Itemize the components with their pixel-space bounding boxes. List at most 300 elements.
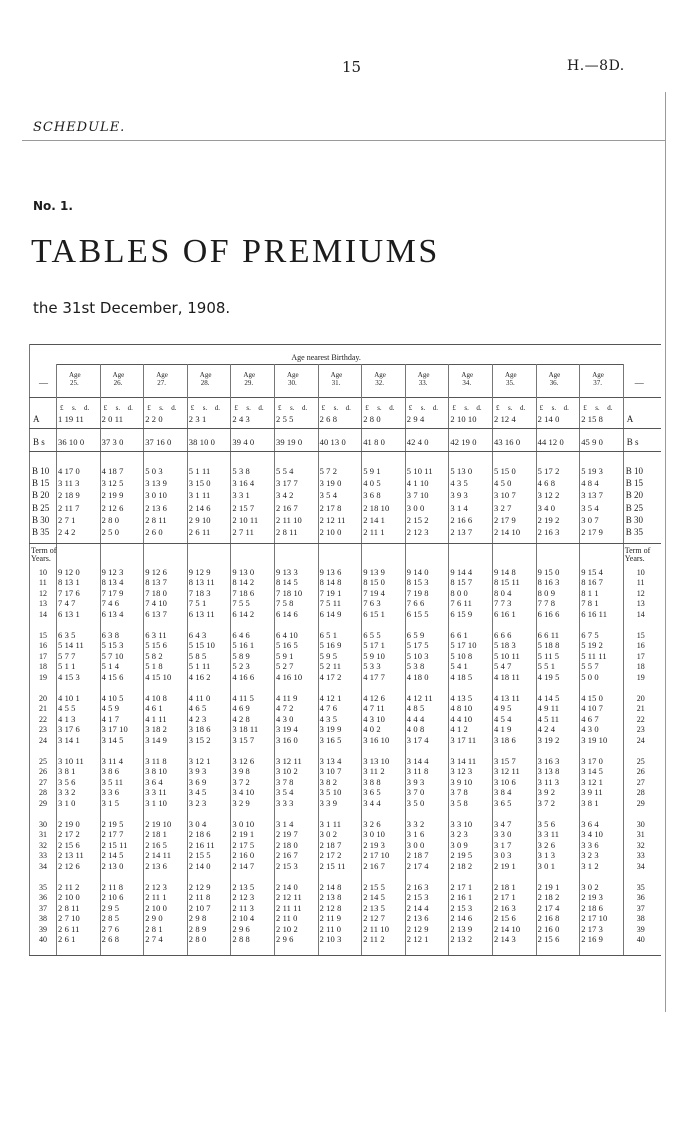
term-row-cell: 9 14 0 [406, 567, 429, 577]
term-row-cell: 6 6 11 [537, 630, 560, 640]
term-row-cell: 6 15 5 [406, 608, 429, 619]
row-b-cell: 2 10 0 [319, 527, 342, 537]
term-row-cell: 2 9 6 [276, 934, 294, 944]
term-label: 28 [39, 788, 47, 798]
term-row-cell: 2 14 10 [494, 923, 521, 934]
row-b-cell: 4 6 8 [537, 478, 556, 489]
term-row-cell: 3 5 6 [58, 776, 76, 787]
term-label: 16 [39, 641, 47, 651]
term-label: 14 [39, 609, 47, 619]
term-row-cell: 2 11 0 [319, 923, 342, 934]
row-b-cell: 2 5 0 [101, 527, 120, 537]
row-b-cell: 2 4 2 [58, 527, 76, 537]
row-a-cell: 2 9 4 [406, 414, 425, 424]
row-b-cell: 4 1 10 [406, 478, 429, 489]
term-row-cell: 4 10 5 [101, 693, 124, 703]
column-rule [318, 364, 319, 955]
age-word: Age [156, 371, 168, 379]
column-rule [274, 364, 275, 955]
term-row-cell: 3 2 6 [363, 819, 381, 829]
term-row-cell: 2 8 11 [58, 902, 80, 913]
row-b-cell: 2 16 3 [537, 527, 560, 537]
term-row-cell: 2 8 5 [101, 913, 120, 924]
row-b-cell: 2 8 11 [276, 527, 298, 537]
term-label-right: 25 [636, 757, 645, 766]
age-value: 31. [331, 379, 341, 387]
term-label-right: 35 [636, 883, 645, 892]
term-row-cell: 3 8 1 [581, 797, 599, 808]
term-row-cell: 3 4 4 [363, 797, 381, 808]
lsd-unit: s. [290, 404, 295, 412]
term-row-cell: 3 10 2 [276, 766, 298, 777]
term-row-cell: 4 8 5 [406, 703, 425, 714]
row-b-cell: 5 1 11 [188, 466, 211, 476]
term-row-cell: 5 9 5 [319, 650, 338, 661]
row-b-cell: 3 17 7 [276, 478, 298, 489]
term-row-cell: 2 19 3 [581, 892, 604, 903]
term-row-cell: 3 16 3 [537, 756, 560, 766]
term-label-right: 22 [636, 714, 645, 724]
term-row-cell: 5 16 5 [276, 640, 298, 651]
term-row-cell: 2 17 1 [450, 882, 473, 892]
row-b-cell: 2 9 10 [188, 514, 211, 525]
lsd-unit: s. [202, 404, 208, 412]
row-b-cell: 4 3 5 [450, 478, 468, 489]
term-row-cell: 3 6 4 [145, 776, 163, 787]
term-row-cell: 3 11 2 [363, 766, 385, 777]
term-row-cell: 4 5 9 [101, 703, 120, 714]
term-row-cell: 8 14 2 [232, 577, 255, 588]
term-label: 26 [39, 767, 47, 777]
term-row-cell: 8 0 0 [450, 587, 468, 598]
term-row-cell: 9 15 0 [537, 567, 560, 577]
term-row-cell: 3 17 6 [58, 724, 80, 735]
term-row-cell: 5 4 1 [450, 661, 468, 672]
term-row-cell: 3 9 3 [406, 776, 425, 787]
left-dash: — [39, 378, 48, 388]
row-b-cell: 2 14 10 [494, 527, 521, 537]
term-row-cell: 3 14 4 [406, 756, 429, 766]
term-row-cell: 3 4 5 [188, 787, 207, 798]
lsd-unit: s. [551, 404, 557, 412]
lsd-unit: s. [72, 404, 77, 412]
term-label-right: 37 [636, 903, 645, 913]
row-bs-cell: 42 4 0 [406, 437, 429, 447]
row-b-cell: 4 5 0 [494, 478, 512, 489]
term-row-cell: 3 9 11 [581, 787, 603, 798]
term-row-cell: 3 0 0 [406, 839, 425, 850]
schedule-label: SCHEDULE. [33, 120, 126, 135]
term-row-cell: 3 4 10 [581, 829, 604, 840]
term-row-cell: 2 17 2 [319, 850, 342, 861]
row-bs-cell: 38 10 0 [188, 437, 215, 447]
row-bs-cell: 40 13 0 [319, 437, 346, 447]
term-row-cell: 3 3 6 [581, 839, 599, 850]
row-b-cell: 3 4 2 [276, 490, 294, 501]
term-row-cell: 2 10 3 [319, 934, 342, 944]
term-row-cell: 3 5 11 [101, 776, 124, 787]
term-row-cell: 5 5 1 [537, 661, 556, 672]
term-row-cell: 3 16 0 [276, 734, 298, 745]
term-row-cell: 9 13 6 [319, 567, 342, 577]
term-label-right: 18 [636, 662, 645, 672]
row-b-cell: 2 11 10 [276, 514, 302, 525]
term-row-cell: 3 9 10 [450, 776, 473, 787]
term-row-cell: 5 0 0 [581, 671, 599, 682]
term-label: 18 [39, 662, 47, 672]
term-row-cell: 5 15 10 [188, 640, 215, 651]
term-label: 34 [39, 861, 47, 871]
term-row-cell: 3 15 2 [188, 734, 211, 745]
lsd-unit: d. [127, 404, 133, 412]
term-row-cell: 5 8 9 [232, 650, 250, 661]
lsd-unit: £ [278, 404, 282, 412]
term-row-cell: 2 19 1 [232, 829, 255, 840]
term-row-cell: 3 3 2 [406, 819, 425, 829]
term-row-cell: 4 6 9 [232, 703, 250, 714]
row-b-cell: 2 17 9 [581, 527, 604, 537]
age-value: 32. [375, 379, 384, 387]
term-row-cell: 7 6 6 [406, 598, 425, 609]
term-label: 23 [39, 725, 47, 735]
term-row-cell: 2 9 8 [188, 913, 207, 924]
row-a-cell: 2 6 8 [319, 414, 338, 424]
term-row-cell: 3 6 9 [188, 776, 207, 787]
term-row-cell: 4 3 5 [319, 713, 338, 724]
term-row-cell: 2 18 7 [406, 850, 429, 861]
row-b-cell: 3 15 0 [188, 478, 211, 489]
term-label-right: 17 [636, 651, 645, 661]
row-b-cell: 5 0 3 [145, 466, 163, 476]
term-row-cell: 2 17 7 [101, 829, 124, 840]
term-row-cell: 3 1 3 [537, 850, 556, 861]
term-row-cell: 2 11 1 [145, 892, 167, 903]
term-row-cell: 6 13 1 [58, 608, 80, 619]
term-label-right: 28 [636, 788, 645, 798]
term-row-cell: 3 4 10 [232, 787, 255, 798]
term-row-cell: 3 8 2 [319, 776, 338, 787]
row-label-b: B 30 [32, 514, 50, 525]
term-row-cell: 3 7 8 [450, 787, 468, 798]
term-row-cell: 2 6 8 [101, 934, 120, 944]
term-row-cell: 5 1 4 [101, 661, 120, 672]
term-row-cell: 9 13 3 [276, 567, 298, 577]
term-row-cell: 2 13 11 [58, 850, 84, 861]
term-row-cell: 4 16 6 [232, 671, 255, 682]
term-row-cell: 3 18 6 [494, 734, 516, 745]
column-rule [187, 364, 188, 955]
term-row-cell: 2 13 2 [450, 934, 473, 944]
term-row-cell: 4 15 6 [101, 671, 124, 682]
age-word: Age [199, 371, 212, 379]
term-row-cell: 4 17 7 [363, 671, 386, 682]
term-row-cell: 4 17 2 [319, 671, 342, 682]
term-row-cell: 3 7 2 [232, 776, 250, 787]
term-row-cell: 5 9 10 [363, 650, 386, 661]
term-row-cell: 3 12 3 [450, 766, 473, 777]
term-row-cell: 3 11 8 [145, 756, 167, 766]
term-row-cell: 3 0 9 [450, 839, 468, 850]
term-row-cell: 5 14 11 [58, 640, 84, 651]
term-label: 30 [39, 820, 47, 829]
row-b-cell: 3 9 3 [450, 490, 468, 501]
term-row-cell: 2 15 6 [537, 934, 560, 944]
lsd-unit: s. [595, 404, 600, 412]
term-row-cell: 3 12 1 [188, 756, 211, 766]
term-row-cell: 3 2 3 [581, 850, 599, 861]
lsd-unit: s. [246, 404, 251, 412]
term-label-right: 32 [636, 840, 645, 850]
term-label-right: 29 [636, 798, 645, 808]
term-row-cell: 2 11 2 [58, 882, 80, 892]
term-row-cell: 2 11 2 [363, 934, 385, 944]
term-row-cell: 4 3 10 [363, 713, 386, 724]
term-row-cell: 2 17 3 [581, 923, 604, 934]
age-word: Age [461, 371, 474, 379]
term-row-cell: 2 13 5 [232, 882, 255, 892]
row-b-cell: 3 13 7 [581, 490, 604, 501]
term-row-cell: 2 10 4 [232, 913, 255, 924]
term-row-cell: 3 7 2 [537, 797, 556, 808]
term-row-cell: 3 12 11 [276, 756, 302, 766]
column-rule [492, 364, 493, 955]
term-row-cell: 6 13 7 [145, 608, 168, 619]
row-b-cell: 3 7 10 [406, 490, 429, 501]
row-b-cell: 3 0 10 [145, 490, 168, 501]
row-label-b-right: B 15 [625, 478, 644, 489]
lsd-unit: £ [365, 404, 369, 412]
term-row-cell: 5 1 8 [145, 661, 163, 672]
term-row-cell: 3 19 2 [537, 734, 560, 745]
row-label-b: B 25 [32, 502, 50, 513]
age-value: 25. [70, 379, 79, 387]
term-row-cell: 2 18 0 [276, 839, 298, 850]
term-row-cell: 6 5 1 [319, 630, 338, 640]
term-row-cell: 8 1 1 [581, 587, 599, 598]
term-row-cell: 2 11 0 [276, 913, 298, 924]
term-row-cell: 6 6 1 [450, 630, 468, 640]
term-row-cell: 4 13 11 [494, 693, 520, 703]
term-label: 12 [39, 588, 47, 598]
lsd-unit: d. [520, 404, 526, 412]
term-row-cell: 2 6 1 [58, 934, 76, 944]
row-b-cell: 2 16 6 [450, 514, 473, 525]
term-label: 17 [39, 651, 47, 661]
term-label: 39 [39, 924, 47, 934]
term-row-cell: 4 2 4 [537, 724, 556, 735]
page-title: TABLES OF PREMIUMS [31, 233, 440, 270]
term-row-cell: 8 15 7 [450, 577, 473, 588]
term-row-cell: 6 13 4 [101, 608, 124, 619]
term-row-cell: 9 13 9 [363, 567, 386, 577]
row-bs-cell: 42 19 0 [450, 437, 477, 447]
term-row-cell: 3 10 6 [494, 776, 516, 787]
term-row-cell: 2 17 1 [494, 892, 516, 903]
term-row-cell: 3 8 1 [58, 766, 76, 777]
term-row-cell: 2 12 1 [406, 934, 429, 944]
term-row-cell: 3 11 3 [537, 776, 560, 787]
row-b-cell: 3 10 7 [494, 490, 516, 501]
lsd-unit: d. [214, 404, 221, 412]
row-bs-cell: 36 10 0 [58, 437, 85, 447]
term-row-cell: 4 18 0 [406, 671, 429, 682]
row-b-cell: 2 14 6 [188, 502, 211, 513]
section-rule [29, 428, 661, 429]
lsd-unit: d. [84, 404, 90, 412]
term-row-cell: 2 15 3 [406, 892, 429, 903]
term-row-cell: 2 12 3 [145, 882, 168, 892]
row-b-cell: 5 15 0 [494, 466, 516, 476]
term-row-cell: 2 10 0 [58, 892, 80, 903]
term-row-cell: 8 13 1 [58, 577, 80, 588]
age-value: 37. [593, 379, 602, 387]
term-row-cell: 3 5 8 [450, 797, 468, 808]
age-value: 26. [113, 379, 123, 387]
row-b-cell: 3 4 0 [537, 502, 556, 513]
term-row-cell: 2 16 5 [145, 839, 168, 850]
right-dash: — [634, 378, 644, 388]
term-label-right: 40 [636, 935, 645, 944]
term-row-cell: 2 14 0 [188, 860, 211, 871]
term-row-cell: 6 14 2 [232, 608, 255, 619]
term-row-cell: 2 12 8 [319, 902, 342, 913]
row-b-cell: 2 10 11 [232, 514, 259, 525]
margin-rule [665, 92, 666, 1012]
term-row-cell: 4 19 5 [537, 671, 560, 682]
row-b-cell: 2 19 2 [537, 514, 560, 525]
row-b-cell: 3 2 7 [494, 502, 512, 513]
age-word: Age [112, 371, 125, 379]
term-label: 32 [39, 840, 47, 850]
term-row-cell: 2 17 5 [232, 839, 255, 850]
lsd-unit: s. [377, 404, 382, 412]
term-row-cell: 4 0 2 [363, 724, 381, 735]
term-row-cell: 9 14 4 [450, 567, 473, 577]
term-row-cell: 3 8 8 [363, 776, 381, 787]
age-word: Age [69, 371, 81, 379]
term-row-cell: 4 7 11 [363, 703, 385, 714]
term-row-cell: 2 10 2 [276, 923, 298, 934]
term-row-cell: 3 15 7 [494, 756, 516, 766]
term-label: 40 [39, 935, 47, 944]
term-label: 29 [39, 798, 47, 808]
term-row-cell: 3 3 0 [494, 829, 512, 840]
term-row-cell: 2 18 1 [494, 882, 516, 892]
term-row-cell: 2 8 1 [145, 923, 163, 934]
term-row-cell: 3 17 10 [101, 724, 128, 735]
term-row-cell: 7 18 10 [276, 587, 303, 598]
term-row-cell: 2 11 3 [232, 902, 254, 913]
term-row-cell: 2 13 0 [101, 860, 124, 871]
term-row-cell: 4 16 10 [276, 671, 303, 682]
row-b-cell: 2 17 9 [494, 514, 516, 525]
term-row-cell: 2 17 4 [406, 860, 429, 871]
term-row-cell: 7 5 5 [232, 598, 250, 609]
term-row-cell: 8 13 11 [188, 577, 215, 588]
term-row-cell: 2 16 3 [406, 882, 429, 892]
term-row-cell: 2 7 10 [58, 913, 80, 924]
term-label-right: 24 [636, 735, 645, 745]
term-row-cell: 3 0 1 [537, 860, 556, 871]
term-label: 24 [39, 735, 47, 745]
term-row-cell: 3 5 0 [406, 797, 425, 808]
lsd-unit: £ [103, 404, 108, 412]
term-row-cell: 4 4 4 [406, 713, 425, 724]
term-row-cell: 3 7 8 [276, 776, 294, 787]
row-b-cell: 3 5 4 [581, 502, 599, 513]
term-row-cell: 2 19 7 [276, 829, 298, 840]
term-row-cell: 5 8 2 [145, 650, 163, 661]
term-row-cell: 3 12 11 [494, 766, 520, 777]
term-row-cell: 7 17 6 [58, 587, 80, 598]
term-row-cell: 3 15 7 [232, 734, 255, 745]
term-row-cell: 2 14 7 [232, 860, 255, 871]
term-row-cell: 6 3 5 [58, 630, 76, 640]
column-rule [405, 364, 406, 955]
term-label: 38 [39, 914, 47, 924]
term-row-cell: 3 11 4 [101, 756, 124, 766]
term-row-cell: 8 15 3 [406, 577, 429, 588]
age-value: 36. [549, 379, 559, 387]
term-row-cell: 8 14 8 [319, 577, 342, 588]
row-a-cell: 2 0 11 [101, 414, 124, 424]
term-row-cell: 3 0 4 [188, 819, 207, 829]
term-row-cell: 3 1 2 [581, 860, 599, 871]
term-row-cell: 2 18 2 [450, 860, 473, 871]
term-row-cell: 2 19 5 [101, 819, 124, 829]
age-value: 29. [244, 379, 254, 387]
row-bs-cell: 43 16 0 [494, 437, 521, 447]
term-label-right: 26 [636, 767, 645, 777]
term-row-cell: 3 1 10 [145, 797, 168, 808]
term-row-cell: 3 11 8 [406, 766, 429, 777]
term-row-cell: 3 1 11 [319, 819, 342, 829]
term-row-cell: 2 15 11 [319, 860, 346, 871]
row-b-cell: 2 6 0 [145, 527, 163, 537]
term-row-cell: 2 16 3 [494, 902, 516, 913]
term-label-right: 36 [636, 893, 645, 903]
age-value: 27. [157, 379, 166, 387]
age-value: 28. [200, 379, 210, 387]
term-row-cell: 3 19 10 [581, 734, 608, 745]
term-row-cell: 6 15 9 [450, 608, 473, 619]
term-label-right: 39 [636, 924, 645, 934]
term-row-cell: 7 4 6 [101, 598, 120, 609]
table-bottom-rule [29, 955, 661, 956]
age-word: Age [592, 371, 604, 379]
age-word: Age [287, 371, 299, 379]
term-label: 22 [39, 714, 47, 724]
term-row-cell: 2 13 6 [406, 913, 429, 924]
term-row-cell: 2 11 9 [319, 913, 342, 924]
term-row-cell: 7 18 3 [188, 587, 211, 598]
term-row-cell: 3 5 10 [319, 787, 342, 798]
term-row-cell: 7 5 1 [188, 598, 207, 609]
term-row-cell: 4 6 7 [581, 713, 599, 724]
term-row-cell: 3 3 10 [450, 819, 473, 829]
term-row-cell: 2 16 0 [537, 923, 560, 934]
term-row-cell: 4 6 5 [188, 703, 207, 714]
term-row-cell: 6 14 6 [276, 608, 298, 619]
term-row-cell: 2 11 8 [188, 892, 211, 903]
document-reference: H.—8D. [567, 58, 625, 74]
term-row-cell: 7 7 3 [494, 598, 512, 609]
row-b-cell: 2 14 1 [363, 514, 386, 525]
term-row-cell: 2 13 8 [319, 892, 342, 903]
term-row-cell: 3 3 6 [101, 787, 120, 798]
term-row-cell: 2 16 8 [537, 913, 560, 924]
term-label: 35 [39, 883, 47, 892]
